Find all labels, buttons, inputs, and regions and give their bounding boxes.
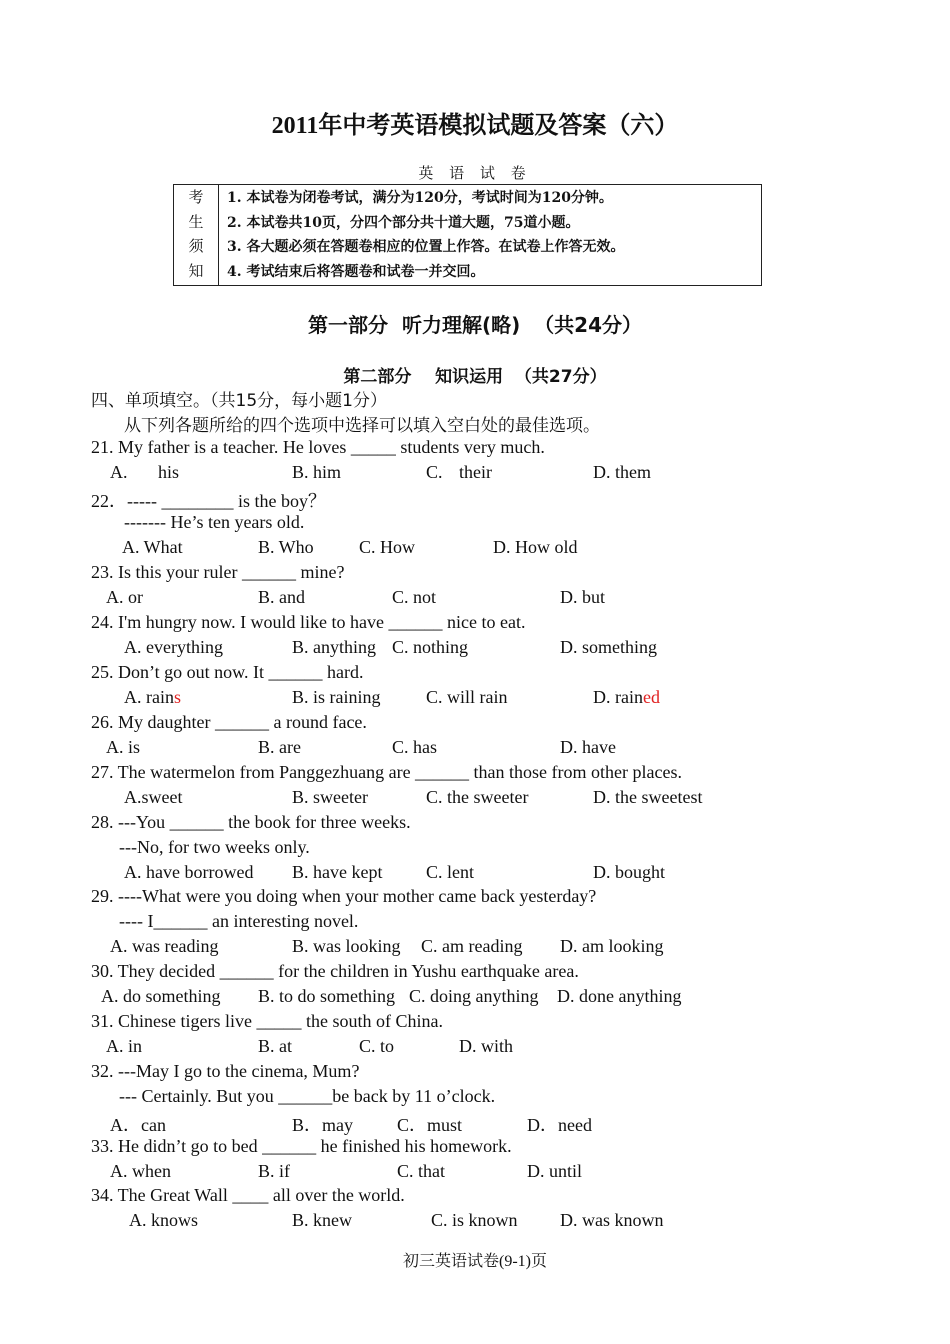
option-22b: B. Who xyxy=(258,537,314,557)
option-33d: D. until xyxy=(527,1161,583,1181)
question-22: 22．----- ________ is the boy？ xyxy=(91,491,326,511)
option-27c: C. the sweeter xyxy=(426,787,529,807)
option-23b: B. and xyxy=(258,587,305,607)
question-33: 33. He didn’t go to bed ______ he finished his homework. xyxy=(91,1136,512,1156)
option-23d: D. but xyxy=(560,587,605,607)
question-32-response: --- Certainly. But you ______be back by 11 o’clock. xyxy=(119,1086,496,1106)
option-30b: B. to do something xyxy=(258,986,396,1006)
notice-items xyxy=(219,185,762,286)
question-21: 21. My father is a teacher. He loves _____ students very much. xyxy=(91,437,545,457)
option-32a: A．can xyxy=(110,1115,166,1135)
option-33c: C. that xyxy=(397,1161,445,1181)
page-title: 2011年中考英语模拟试题及答案（六） xyxy=(271,113,679,139)
option-28c: C. lent xyxy=(426,862,474,882)
option-22d: D. How old xyxy=(493,537,578,557)
option-26c: C. has xyxy=(392,737,437,757)
question-22-response: ------- He’s ten years old. xyxy=(124,512,305,532)
option-28b: B. have kept xyxy=(292,862,383,882)
option-25a-text: A. rain xyxy=(124,687,174,707)
option-29d: D. am looking xyxy=(560,936,664,956)
option-21a: his xyxy=(158,462,180,482)
option-30a: A. do something xyxy=(101,986,221,1006)
option-34c: C. is known xyxy=(431,1210,518,1230)
option-29a: A. was reading xyxy=(110,936,219,956)
question-29-response: ---- I______ an interesting novel. xyxy=(119,911,359,931)
option-25d-red-suffix: ed xyxy=(642,687,660,707)
notice-item: 3. 各大题必须在答题卷相应的位置上作答。在试卷上作答无效。 xyxy=(227,239,625,255)
notice-side-char: 知 xyxy=(188,263,204,280)
option-26b: B. are xyxy=(258,737,301,757)
option-24a: A. everything xyxy=(124,637,223,657)
option-21a-letter: A. xyxy=(110,462,128,482)
option-29c: C. am reading xyxy=(421,936,523,956)
question-24: 24. I'm hungry now. I would like to have ______ nice to eat. xyxy=(91,612,526,632)
option-34a: A. knows xyxy=(129,1210,199,1230)
option-22c: C. How xyxy=(359,537,416,557)
option-27d: D. the sweetest xyxy=(593,787,703,807)
option-25b: B. is raining xyxy=(292,687,381,707)
question-31: 31. Chinese tigers live _____ the south of China. xyxy=(91,1011,443,1031)
option-21d: D. them xyxy=(593,462,651,482)
option-25a-red-suffix: s xyxy=(173,687,181,707)
option-25d xyxy=(593,687,660,708)
option-25a xyxy=(124,687,181,708)
part1-heading: 第一部分 听力理解(略) （共24分） xyxy=(308,313,642,337)
section4-heading: 四、单项填空。（共15分，每小题1分） xyxy=(91,391,387,411)
option-22a: A. What xyxy=(122,537,183,557)
notice-item: 4. 考试结束后将答题卷和试卷一并交回。 xyxy=(227,263,485,280)
notice-side-char: 考 xyxy=(188,190,204,206)
option-31c: C. to xyxy=(359,1036,395,1056)
question-28-response: ---No, for two weeks only. xyxy=(119,837,310,857)
option-21b: B. him xyxy=(292,462,342,482)
page-footer: 初三英语试卷(9-1)页 xyxy=(403,1253,547,1270)
option-33b: B. if xyxy=(258,1161,291,1181)
option-27b: B. sweeter xyxy=(292,787,368,807)
option-24c: C. nothing xyxy=(392,637,469,657)
notice-item: 1. 本试卷为闭卷考试，满分为120分，考试时间为120分钟。 xyxy=(227,190,613,206)
option-31d: D. with xyxy=(459,1036,513,1056)
question-28: 28. ---You ______ the book for three weeks. xyxy=(91,812,411,832)
question-27: 27. The watermelon from Panggezhuang are ______ than those from other places. xyxy=(91,762,682,782)
exam-notice-box xyxy=(173,184,762,286)
notice-side-label xyxy=(174,185,219,286)
question-34: 34. The Great Wall ____ all over the world. xyxy=(91,1185,405,1205)
option-24d: D. something xyxy=(560,637,657,657)
option-30c: C. doing anything xyxy=(409,986,539,1006)
option-34d: D. was known xyxy=(560,1210,664,1230)
question-30: 30. They decided ______ for the children in Yushu earthquake area. xyxy=(91,961,579,981)
paper-subtitle: 英 语 试 卷 xyxy=(418,166,532,182)
option-27a: A.sweet xyxy=(124,787,183,807)
question-29: 29. ----What were you doing when your mother came back yesterday? xyxy=(91,886,597,906)
option-25c: C. will rain xyxy=(426,687,508,707)
part2-heading: 第二部分 知识运用 （共27分） xyxy=(343,367,607,387)
notice-side-char: 生 xyxy=(188,214,204,231)
option-34b: B. knew xyxy=(292,1210,352,1230)
option-24b: B. anything xyxy=(292,637,376,657)
option-23a: A. or xyxy=(106,587,143,607)
option-23c: C. not xyxy=(392,587,437,607)
section4-instruction: 从下列各题所给的四个选项中选择可以填入空白处的最佳选项。 xyxy=(124,416,600,436)
option-29b: B. was looking xyxy=(292,936,401,956)
option-30d: D. done anything xyxy=(557,986,682,1006)
option-21c-letter: C. xyxy=(426,462,443,482)
option-26d: D. have xyxy=(560,737,616,757)
option-25d-text: D. rain xyxy=(593,687,643,707)
notice-item: 2. 本试卷共10页，分四个部分共十道大题，75道小题。 xyxy=(227,214,580,231)
option-32c: C．must xyxy=(397,1115,463,1135)
option-28d: D. bought xyxy=(593,862,665,882)
question-25: 25. Don’t go out now. It ______ hard. xyxy=(91,662,364,682)
option-31b: B. at xyxy=(258,1036,292,1056)
option-32d: D．need xyxy=(527,1115,592,1135)
question-23: 23. Is this your ruler ______ mine? xyxy=(91,562,345,582)
option-28a: A. have borrowed xyxy=(124,862,254,882)
question-32: 32. ---May I go to the cinema, Mum? xyxy=(91,1061,360,1081)
question-26: 26. My daughter ______ a round face. xyxy=(91,712,367,732)
option-26a: A. is xyxy=(106,737,141,757)
notice-side-char: 须 xyxy=(188,239,204,255)
option-33a: A. when xyxy=(110,1161,171,1181)
option-21c: their xyxy=(459,462,492,482)
option-32b: B．may xyxy=(292,1115,353,1135)
option-31a: A. in xyxy=(106,1036,142,1056)
